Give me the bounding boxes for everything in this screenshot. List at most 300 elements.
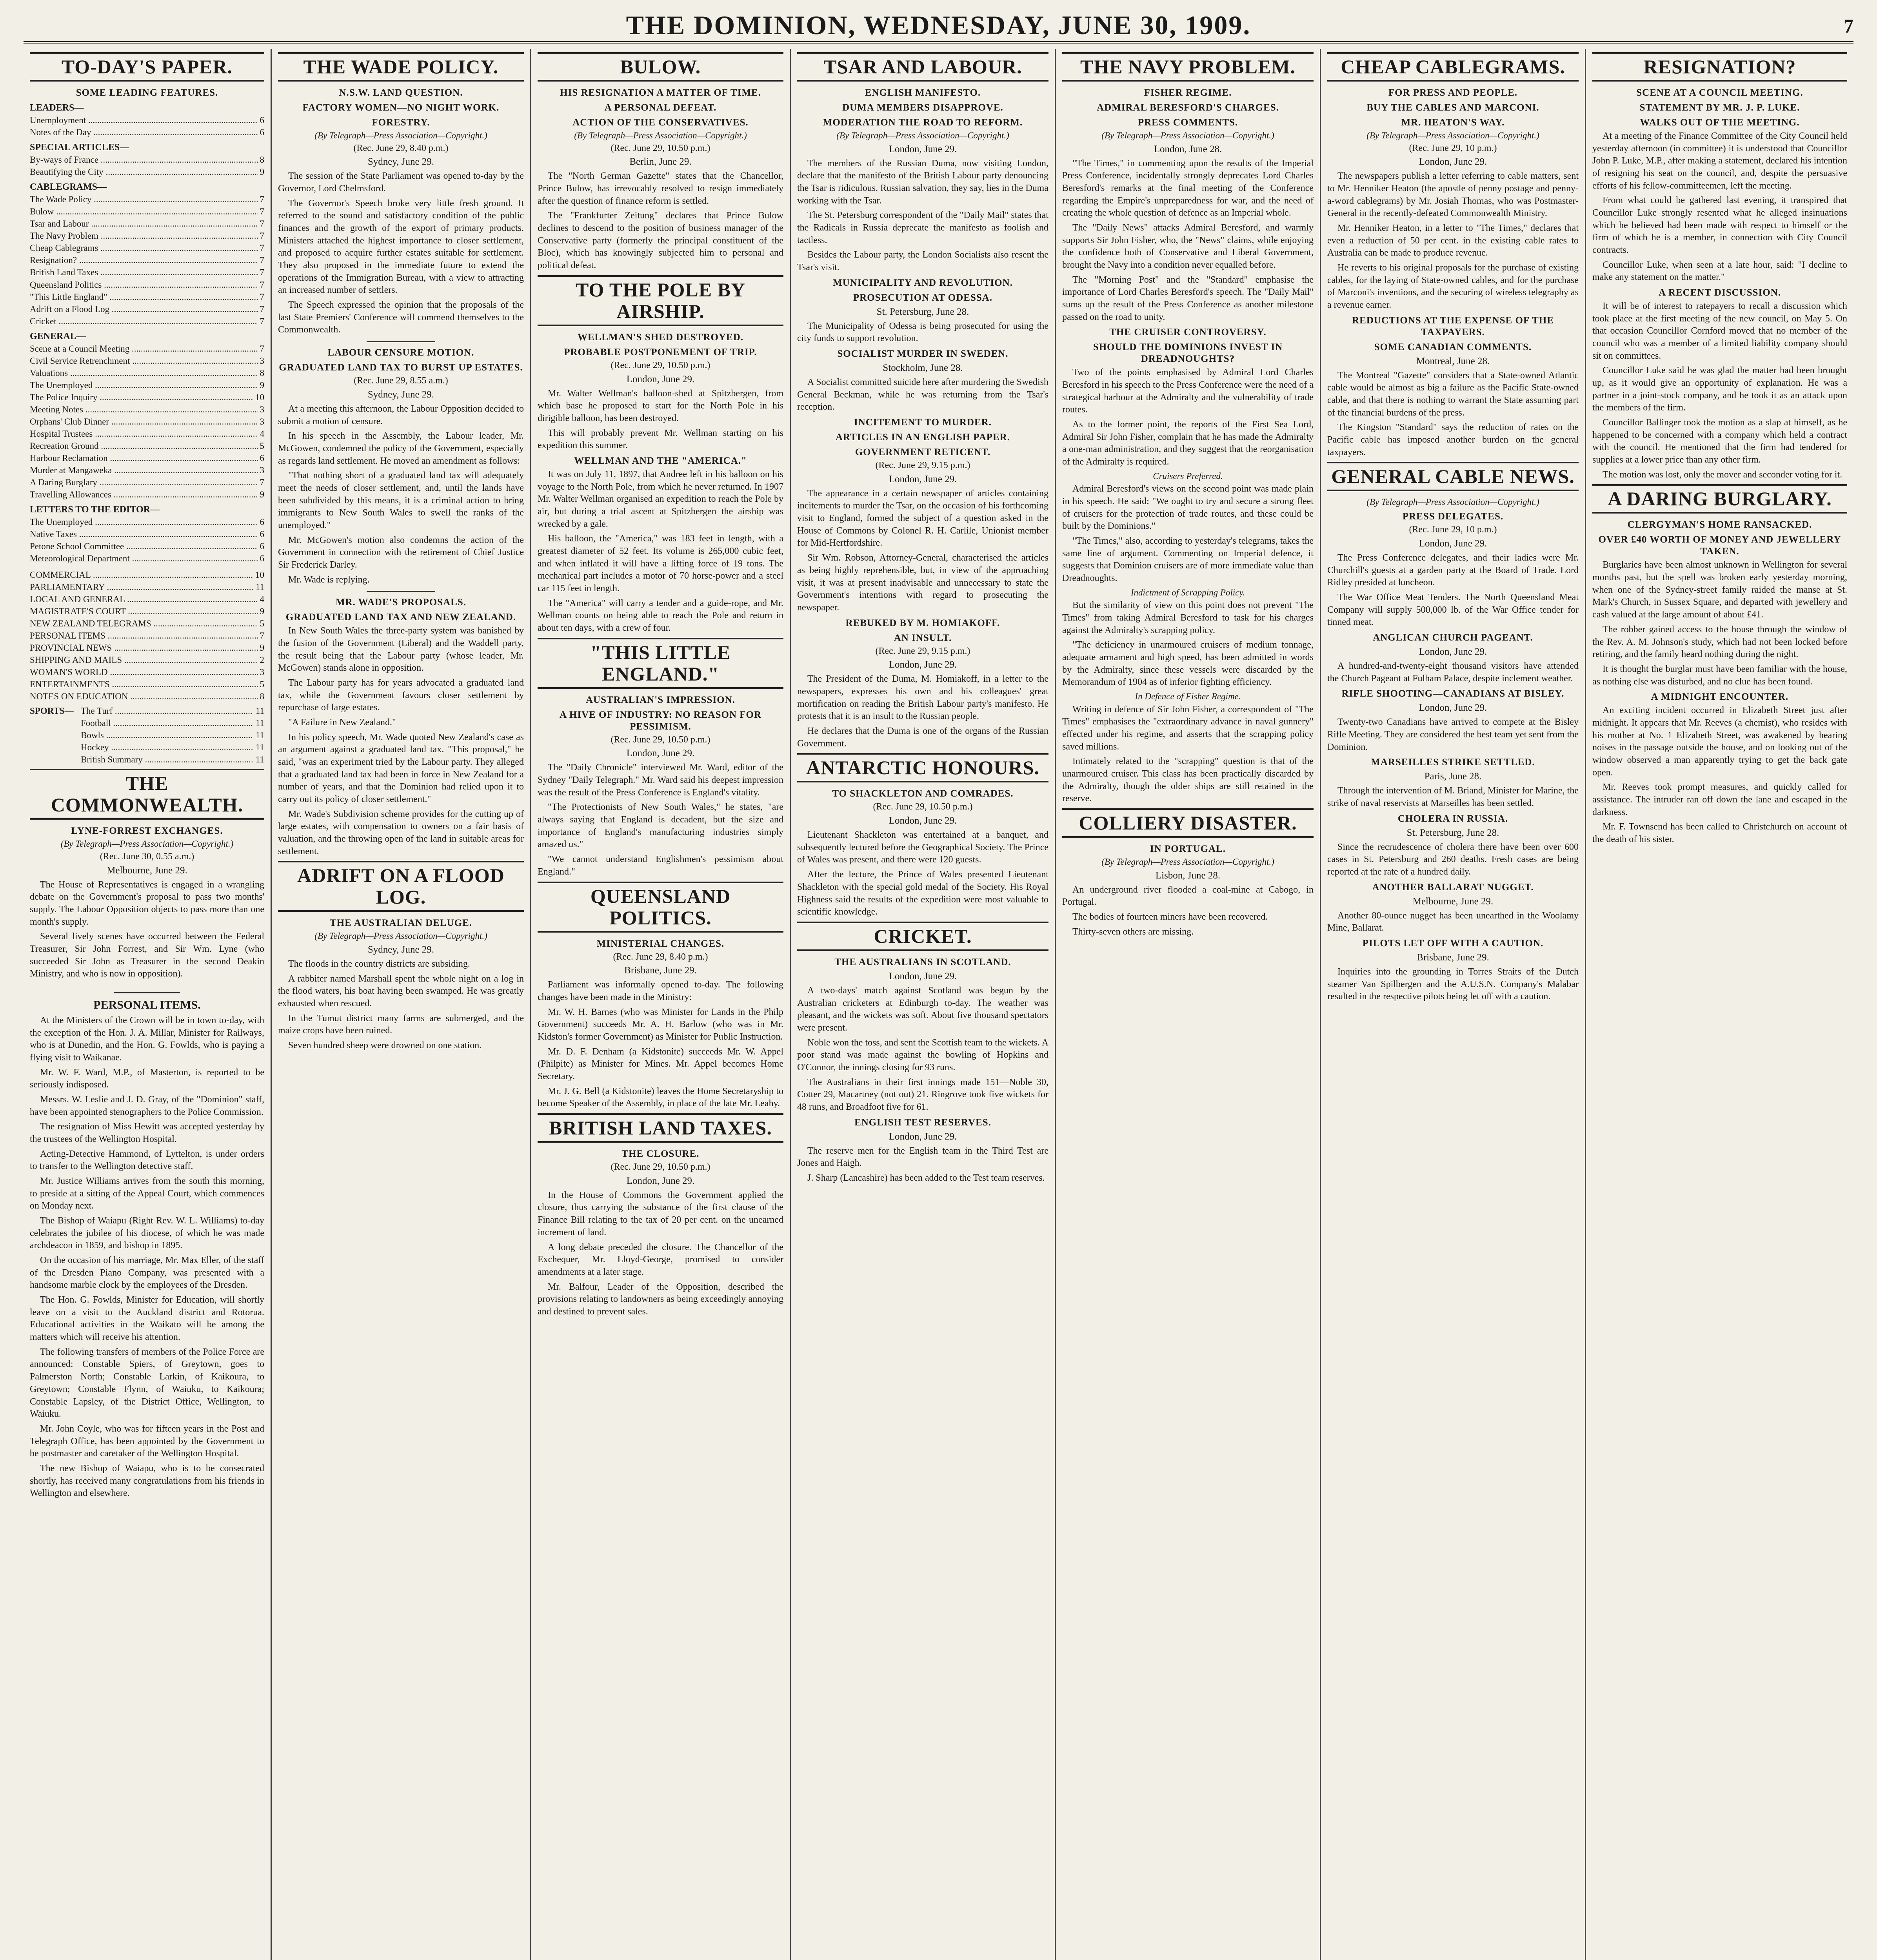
index-entry-title: WOMAN'S WORLD ..... — [30, 666, 258, 678]
article-body — [1327, 170, 1579, 311]
paragraph: An underground river flooded a coal-mine at Cabogo, in Portugal. — [1062, 884, 1314, 907]
paragraph: The newspapers publish a letter referring to cable matters, sent to Mr. Henniker Heaton (the apostle of penny postage and penny-a-word cablegrams) by Mr. Josiah Thomas, who was Postmaster-General in the recently-defeated Commonwealth Ministry. — [1327, 171, 1579, 219]
index-entry-title: The Unemployed ..... — [30, 516, 258, 528]
index-entry-page: 10 — [255, 570, 264, 580]
paragraph: Mr. W. F. Ward, M.P., of Masterton, is reported to be seriously indisposed. — [30, 1067, 264, 1090]
index-entry-page: 2 — [260, 655, 264, 665]
paragraph: J. Sharp (Lancashire) has been added to the Test team reserves. — [807, 1172, 1045, 1183]
section-title: THE NAVY PROBLEM. — [1062, 52, 1314, 82]
paragraph: The reserve men for the English team in the Third Test are Jones and Haigh. — [797, 1145, 1048, 1169]
index-entry — [30, 476, 264, 488]
index-entry-page: 7 — [260, 343, 264, 354]
paragraph: Mr. John Coyle, who was for fifteen years in the Post and Telegraph Office, has been appointed by the Government to be postmaster and caretaker of the Wellington Hospital. — [30, 1423, 264, 1459]
article-body — [538, 468, 783, 635]
index-entry-page: 7 — [260, 231, 264, 241]
dateline: London, June 29. — [889, 971, 957, 982]
received-date: (Rec. June 29, 8.40 p.m.) — [353, 143, 449, 153]
paragraph: In the House of Commons the Government applied the closure, thus carrying the substance of the first clause of the Finance Bill relating to the tax of 20 per cent. on the unearned increment of land. — [538, 1190, 783, 1238]
section-title: BRITISH LAND TAXES. — [538, 1113, 783, 1143]
personal-items-section — [30, 992, 264, 1500]
headline: PILOTS LET OFF WITH A CAUTION. — [1362, 938, 1544, 949]
paragraph: Through the intervention of M. Briand, Minister for Marine, the strike of naval reservists at Marseilles has been settled. — [1327, 786, 1579, 808]
paragraph: It is thought the burglar must have been familiar with the house, as nothing else was disturbed, and no clue has been found. — [1592, 664, 1847, 687]
index-entry-page: 8 — [260, 368, 264, 378]
index-entry-title: By-ways of France ..... — [30, 154, 258, 166]
paragraph: Two of the points emphasised by Admiral Lord Charles Beresford in his speech to the Press Conference were the need of a strategical harbour at the Admiralty and the vulnerability of trade routes. — [1062, 367, 1314, 415]
index-entry-title: The Wade Policy ..... — [30, 193, 258, 205]
index-entry — [30, 488, 264, 501]
paragraph: The Labour party has for years advocated a graduated land tax, while the Government favours closer settlement by repurchase of large estates. — [278, 678, 524, 713]
headline: SOCIALIST MURDER IN SWEDEN. — [837, 348, 1008, 359]
index-entry — [30, 617, 264, 630]
index-entry-title: Recreation Ground ..... — [30, 440, 258, 452]
received-date: (Rec. June 29, 10.50 p.m.) — [611, 360, 710, 370]
paragraph: As to the former point, the reports of the First Sea Lord, Admiral Sir John Fisher, complain that he has made the Admiralty a one-man administration, and they suggest that the reorganisation of the Admiralty is required. — [1062, 419, 1314, 467]
index-entry-page: 9 — [260, 167, 264, 177]
paragraph: He declares that the Duma is one of the organs of the Russian Government. — [797, 726, 1048, 749]
index-entry — [30, 452, 264, 464]
received-date: (Rec. June 29, 10 p.m.) — [1409, 143, 1497, 153]
index-entry-title: Bulow ..... — [30, 205, 258, 218]
headline: CHOLERA IN RUSSIA. — [1397, 813, 1508, 824]
paragraph: Thirty-seven others are missing. — [1072, 926, 1194, 937]
credit: (By Telegraph—Press Association—Copyright.) — [60, 839, 234, 849]
headline: ANGLICAN CHURCH PAGEANT. — [1373, 632, 1533, 643]
received-date: (Rec. June 29, 8.40 p.m.) — [613, 951, 708, 962]
paragraph: Lieutenant Shackleton was entertained at a banquet, and subsequently lectured before the Geographical Society. The Prince of Wales was present, and there were 120 guests. — [797, 830, 1048, 865]
section-title: TO THE POLE BY AIRSHIP. — [538, 275, 783, 326]
headline: IN PORTUGAL. — [1150, 843, 1226, 854]
subheadline: A HIVE OF INDUSTRY: NO REASON FOR PESSIMISM. — [559, 709, 762, 732]
index-list — [30, 154, 264, 178]
paragraph: Mr. Wade is replying. — [288, 574, 370, 585]
paragraph: The President of the Duma, M. Homiakoff, in a letter to the newspapers, expresses his own and his colleagues' great mortification on reading the British Labour party's manifesto. He protests that it is an insult to the Russian people. — [797, 674, 1048, 722]
paragraph: Sir Wm. Robson, Attorney-General, characterised the articles as being highly reprehensible, but, in view of the approaching visit, it was at present inadvisable and unnecessary to state the Government's intentions with regard to prosecuting the newspaper. — [797, 553, 1048, 613]
dateline: Sydney, June 29. — [367, 944, 434, 955]
paragraph: The "Morning Post" and the "Standard" emphasise the importance of Lord Charles Beresford's speech. The "Daily Mail" sums up the result of the Press Conference as another milestone passed on the road to unity. — [1062, 274, 1314, 322]
index-entry-page: 11 — [255, 718, 264, 728]
dateline: London, June 29. — [889, 1131, 957, 1142]
index-list — [30, 569, 264, 703]
article-body — [1592, 300, 1847, 481]
index-entry — [30, 753, 264, 766]
index-group-title — [30, 729, 81, 741]
paragraph: This will probably prevent Mr. Wellman starting on his expedition this summer. — [538, 428, 783, 451]
column-2 — [272, 49, 530, 1960]
subhead: Indictment of Scrapping Policy. — [1130, 587, 1245, 597]
section-title: TSAR AND LABOUR. — [797, 52, 1048, 82]
article-body — [797, 673, 1048, 750]
section-title: ADRIFT ON A FLOOD LOG. — [278, 861, 524, 912]
index-entry-page: 9 — [260, 642, 264, 653]
index-entry — [30, 126, 264, 138]
paragraph: The bodies of fourteen miners have been recovered. — [1072, 911, 1268, 922]
subheadline: PRESS COMMENTS. — [1137, 117, 1238, 128]
index-group-title: LEADERS— — [30, 103, 84, 113]
index-entry-title: Notes of the Day ..... — [30, 126, 258, 138]
article-body — [1327, 841, 1579, 878]
article-body — [538, 170, 783, 272]
credit: (By Telegraph—Press Association—Copyright.) — [1101, 857, 1274, 867]
headline: MUNICIPALITY AND REVOLUTION. — [833, 277, 1013, 288]
index-entry — [30, 569, 264, 581]
article-body — [1327, 966, 1579, 1003]
index-entry-title: Unemployment ..... — [30, 114, 258, 126]
headline: THE CRUISER CONTROVERSY. — [1109, 327, 1266, 338]
credit: (By Telegraph—Press Association—Copyright.) — [1366, 131, 1539, 140]
index-entry — [30, 678, 264, 690]
index-entry-title: NEW ZEALAND TELEGRAMS ..... — [30, 617, 258, 630]
subheadline: SHOULD THE DOMINIONS INVEST IN DREADNOUGHTS? — [1093, 342, 1283, 365]
index-entry-title: PERSONAL ITEMS ..... — [30, 630, 258, 642]
index-group-title — [30, 717, 81, 729]
index-entry-title: Hockey ..... — [81, 741, 253, 753]
headline: WELLMAN AND THE "AMERICA." — [574, 455, 747, 466]
index-entry-page: 11 — [255, 706, 264, 716]
index-entry-title: Bowls ..... — [81, 729, 253, 741]
subheadline: AN INSULT. — [894, 632, 952, 643]
index-entry — [30, 528, 264, 540]
subheadline: STATEMENT BY MR. J. P. LUKE. — [1639, 102, 1800, 113]
index-entry-title: Valuations ..... — [30, 367, 258, 379]
index-list — [30, 114, 264, 138]
paragraph: The "North German Gazette" states that the Chancellor, Prince Bulow, has irrevocably resolved to resign immediately after the question of finance reform is settled. — [538, 171, 783, 206]
article-body — [1062, 884, 1314, 938]
index-group-title: LETTERS TO THE EDITOR— — [30, 505, 160, 515]
index-entry-page: 3 — [260, 404, 264, 414]
paragraph: The resignation of Miss Hewitt was accepted yesterday by the trustees of the Wellington Hospital. — [30, 1122, 264, 1145]
index-group-title: SPORTS— — [30, 706, 74, 716]
received-date: (Rec. June 29, 10.50 p.m.) — [873, 802, 973, 812]
article-body — [30, 1014, 264, 1500]
paragraph: "A Failure in New Zealand." — [288, 717, 396, 728]
index-entry-title: The Turf ..... — [81, 705, 253, 717]
paragraph: The House of Representatives is engaged in a wrangling debate on the Government's proposal to pass two months' supply. The Labour Opposition objects to pass more than one month's supply. — [30, 879, 264, 927]
subheadline: A PERSONAL DEFEAT. — [604, 102, 717, 113]
headline: SCENE AT A COUNCIL MEETING. — [1636, 87, 1803, 98]
subheadline: ACTION OF THE CONSERVATIVES. — [572, 117, 749, 128]
credit: (By Telegraph—Press Association—Copyright.) — [574, 131, 747, 140]
paragraph: Writing in defence of Sir John Fisher, a correspondent of "The Times" emphasises the "extraordinary advance in naval gunnery" effected under his regime, and asserts that the scrapping policy saved millions. — [1062, 704, 1314, 752]
paragraph: In New South Wales the three-party system was banished by the fusion of the Government (Liberal) and the Waddell party, the result being that the Labour party (whose leader, Mr. McGowen) stands alone in opposition. — [278, 626, 524, 673]
headline: N.S.W. LAND QUESTION. — [339, 87, 463, 98]
headline: PRESS DELEGATES. — [1402, 511, 1504, 522]
article-body — [1592, 559, 1847, 688]
paragraph: A long debate preceded the closure. The Chancellor of the Exchequer, Mr. Lloyd-George, promised to consider amendments at a later stage. — [538, 1242, 783, 1277]
index-entry-page: 5 — [260, 441, 264, 451]
paragraph: Noble won the toss, and sent the Scottish team to the wickets. A poor stand was made against the bowling of Hopkins and O'Connor, the innings closing for 93 runs. — [797, 1037, 1048, 1073]
index-entry — [30, 516, 264, 528]
article-body — [1062, 483, 1314, 584]
index-entry-page: 7 — [260, 279, 264, 290]
index-entry-title: ENTERTAINMENTS ..... — [30, 678, 258, 690]
paragraph: From what could be gathered last evening, it transpired that Councillor Luke strongly resented what he alleged insinuations which he believed had been made with respect to himself or the firm of which he is a member, in connection with City Council contracts. — [1592, 195, 1847, 256]
headline: REDUCTIONS AT THE EXPENSE OF THE TAXPAYERS. — [1352, 315, 1554, 338]
subheadline: GOVERNMENT RETICENT. — [855, 447, 991, 457]
headline: REBUKED BY M. HOMIAKOFF. — [845, 617, 1000, 628]
dateline: Berlin, June 29. — [629, 156, 692, 167]
paragraph: The "Daily Chronicle" interviewed Mr. Ward, editor of the Sydney "Daily Telegraph." Mr. Ward said his deepest impression was the result of the Press Conference is England's vitality. — [538, 762, 783, 798]
headline: THE AUSTRALIAN DELUGE. — [329, 918, 472, 929]
dateline: London, June 29. — [1419, 702, 1487, 713]
paragraph: "The deficiency in unarmoured cruisers of medium tonnage, adequate armament and high speed, has been admitted in words by the Admiralty, since these vessels were discarded by the Memorandum of 1904 as of inferior fighting efficiency. — [1062, 640, 1314, 688]
section-title: A DARING BURGLARY. — [1592, 484, 1847, 514]
section-title: GENERAL CABLE NEWS. — [1327, 462, 1579, 491]
dateline: Brisbane, June 29. — [624, 965, 697, 976]
index-entry — [30, 355, 264, 367]
paragraph: Councillor Ballinger took the motion as a slap at himself, as he happened to be concerned with a company which held a contract with the council. He mentioned that the firm had tendered for supplies at a lower price than any other firm. — [1592, 417, 1847, 465]
todays-paper-sub: SOME LEADING FEATURES. — [76, 87, 218, 98]
paragraph: At a meeting this afternoon, the Labour Opposition decided to submit a motion of censure. — [278, 403, 524, 426]
paragraph: The appearance in a certain newspaper of articles containing incitements to murder the Tsar, on the occasion of his forthcoming visit to England, formed the subject of a question asked in the House of Commons by Colonel R. H. Carlile, Unionist member for Mid-Hertfordshire. — [797, 488, 1048, 548]
index-entry-page: 6 — [260, 529, 264, 539]
index-entry-page: 6 — [260, 541, 264, 552]
index-entry — [30, 114, 264, 126]
subheadline: FACTORY WOMEN—NO NIGHT WORK. — [302, 102, 500, 113]
index-entry-page: 7 — [260, 630, 264, 641]
index-entry-title: Native Taxes ..... — [30, 528, 258, 540]
subheadline: ARTICLES IN AN ENGLISH PAPER. — [835, 432, 1010, 443]
headline: ANOTHER BALLARAT NUGGET. — [1372, 882, 1534, 893]
subhead: In Defence of Fisher Regime. — [1135, 691, 1241, 701]
index-entry-page: 4 — [260, 594, 264, 604]
index-entry — [30, 367, 264, 379]
index-entry-title: British Land Taxes ..... — [30, 266, 258, 278]
credit: (By Telegraph—Press Association—Copyright.) — [1101, 131, 1274, 140]
index-entry-page: 8 — [260, 691, 264, 701]
article-body — [1327, 785, 1579, 809]
paragraph: "That nothing short of a graduated land tax will adequately meet the needs of closer settlement, and, until the lands have been subdivided by this means, it is a criminal action to bring immigrants to New South Wales to swell the ranks of the unemployed." — [278, 470, 524, 530]
paragraph: The "Daily News" attacks Admiral Beresford, and warmly supports Sir John Fisher, who, the "News" claims, while enjoying the confidence both of Conservative and Liberal Government, brought the Navy into a condition never equalled before. — [1062, 222, 1314, 270]
paragraph: Acting-Detective Hammond, of Lyttelton, is under orders to transfer to the Wellington detective staff. — [30, 1149, 264, 1172]
divider — [114, 992, 180, 993]
headline: TO SHACKLETON AND COMRADES. — [832, 788, 1014, 799]
article-body — [278, 403, 524, 586]
divider — [367, 591, 436, 592]
index-entry-page: 5 — [260, 679, 264, 689]
paragraph: The Australians in their first innings made 151—Noble 30, Cotter 29, Macartney (not out) 21. Ringrove took five wickets for 48 runs, and Broadfoot five for 61. — [797, 1077, 1048, 1112]
paragraph: Mr. W. H. Barnes (who was Minister for Lands in the Philp Government) succeeds Mr. A. H. Barlow (who was in Mr. Kidston's former Government) as Minister for Public Instruction. — [538, 1007, 783, 1042]
index-entry — [30, 741, 264, 753]
paragraph: Councillor Luke, when seen at a late hour, said: "I decline to make any statement on the matter." — [1592, 260, 1847, 283]
dateline: Melbourne, June 29. — [1412, 896, 1494, 907]
received-date: (Rec. June 30, 0.55 a.m.) — [100, 851, 194, 862]
dateline: London, June 29. — [889, 815, 957, 826]
index-entry — [30, 428, 264, 440]
headline: AUSTRALIAN'S IMPRESSION. — [585, 694, 736, 705]
received-date: (Rec. June 29, 8.55 a.m.) — [354, 376, 448, 386]
article-body — [1327, 660, 1579, 685]
article-body — [797, 158, 1048, 274]
index-entry — [30, 391, 264, 403]
dateline: Sydney, June 29. — [367, 389, 434, 400]
index-list — [30, 516, 264, 564]
index-entry — [30, 403, 264, 416]
headline: RIFLE SHOOTING—CANADIANS AT BISLEY. — [1341, 688, 1564, 699]
index-entry — [30, 705, 264, 717]
article-body — [1327, 370, 1579, 459]
paragraph: Mr. Justice Williams arrives from the south this morning, to preside at a sitting of the Appeal Court, which commences on Monday next. — [30, 1176, 264, 1211]
index-list — [30, 193, 264, 327]
index-entry — [30, 315, 264, 327]
subheadline: MODERATION THE ROAD TO REFORM. — [823, 117, 1023, 128]
headline: LYNE-FORREST EXCHANGES. — [71, 826, 223, 837]
article-body — [1327, 552, 1579, 629]
index-entry — [30, 266, 264, 278]
column-1 — [24, 49, 271, 1960]
index-entry-title: Cheap Cablegrams ..... — [30, 242, 258, 254]
article-body — [1062, 158, 1314, 324]
paragraph: The session of the State Parliament was opened to-day by the Governor, Lord Chelmsford. — [278, 171, 524, 194]
dateline: London, June 28. — [1154, 143, 1222, 154]
index-entry-page: 10 — [255, 392, 264, 402]
index-entry-title: A Daring Burglary ..... — [30, 476, 258, 488]
dateline: London, June 29. — [626, 374, 695, 385]
index-entry — [30, 690, 264, 702]
paragraph: At a meeting of the Finance Committee of the City Council held yesterday afternoon (in committee) it is understood that Councillor John P. Luke, M.P., after making a statement, declared his intention of resigning his seat on the council, and, despite the persuasive efforts of his fellow-committeemen, left the meeting. — [1592, 131, 1847, 191]
dateline: Stockholm, June 28. — [883, 362, 963, 373]
headline: MR. WADE'S PROPOSALS. — [335, 597, 467, 608]
received-date: (Rec. June 29, 9.15 p.m.) — [875, 460, 970, 470]
index-entry-page: 7 — [260, 292, 264, 302]
index-entry — [30, 666, 264, 678]
credit: (By Telegraph—Press Association—Copyright.) — [1366, 497, 1539, 507]
index-entry-page: 9 — [260, 606, 264, 616]
index-entry-title: Cricket ..... — [30, 315, 258, 327]
index-entry-title: PROVINCIAL NEWS ..... — [30, 642, 258, 654]
paragraph: The motion was lost, only the mover and seconder voting for it. — [1603, 469, 1842, 480]
index-entry-title: Scene at a Council Meeting ..... — [30, 343, 258, 355]
headline: ENGLISH MANIFESTO. — [865, 87, 981, 98]
index-entry-page: 3 — [260, 416, 264, 426]
article-body — [538, 388, 783, 452]
index-entry-page: 7 — [260, 267, 264, 278]
section-title: PERSONAL ITEMS. — [93, 998, 201, 1012]
paragraph: A two-days' match against Scotland was begun by the Australian cricketers at Edinburgh to-day. The weather was pleasant, and the wickets was soft. About five thousand spectators were present. — [797, 985, 1048, 1033]
article-body — [1592, 130, 1847, 284]
index-entry-title: COMMERCIAL ..... — [30, 569, 253, 581]
index-entry — [30, 717, 264, 729]
headline: THE CLOSURE. — [621, 1149, 700, 1160]
received-date: (Rec. June 29, 10.50 p.m.) — [611, 143, 710, 153]
headline: WELLMAN'S SHED DESTROYED. — [578, 332, 743, 343]
index-entry — [30, 593, 264, 605]
paragraph: The "America" will carry a tender and a guide-rope, and Mr. Wellman counts on being able to reach the Pole and return in about ten days, with a crew of four. — [538, 598, 783, 633]
paragraph: Mr. Reeves took prompt measures, and quickly called for assistance. The intruder ran off down the lane and escaped in the darkness. — [1592, 782, 1847, 817]
index-entry — [30, 440, 264, 452]
paragraph: Several lively scenes have occurred between the Federal Treasurer, Sir John Forrest, and Sir Wm. Lyne (who succeeded Sir John as Treasurer in the second Deakin Ministry, and who is now in opposition). — [30, 931, 264, 979]
index-entry — [30, 166, 264, 178]
article-body — [1062, 367, 1314, 468]
credit: (By Telegraph—Press Association—Copyright.) — [314, 931, 487, 941]
section-title: ANTARCTIC HONOURS. — [797, 753, 1048, 782]
index-entry-page: 3 — [260, 465, 264, 475]
index-entry-page: 11 — [255, 582, 264, 592]
paragraph: The Kingston "Standard" says the reduction of rates on the Pacific cable has imposed another burden on the general taxpayers. — [1327, 422, 1579, 457]
paragraph: The Municipality of Odessa is being prosecuted for using the city funds to support revolution. — [797, 321, 1048, 344]
index-entry-page: 7 — [260, 477, 264, 488]
subheadline: ADMIRAL BERESFORD'S CHARGES. — [1097, 102, 1279, 113]
index-entry-title: Beautifying the City ..... — [30, 166, 258, 178]
dateline: London, June 29. — [889, 659, 957, 670]
paragraph: The War Office Meat Tenders. The North Queensland Meat Company will supply 500,000 lb. of the War Office tender for tinned meat. — [1327, 592, 1579, 628]
paragraph: The St. Petersburg correspondent of the "Daily Mail" states that the Radicals in Russia deprecate the manifesto as foolish and tactless. — [797, 210, 1048, 245]
subheadline: WALKS OUT OF THE MEETING. — [1640, 117, 1800, 128]
paragraph: Twenty-two Canadians have arrived to compete at the Bisley Rifle Meeting. They are considered the best team yet sent from the Dominion. — [1327, 717, 1579, 752]
headline: THE AUSTRALIANS IN SCOTLAND. — [834, 956, 1011, 967]
paragraph: Mr. Wade's Subdivision scheme provides for the cutting up of large estates, with compensation to owners on a fair basis of valuation, and the throwing open of the land in suitable areas for settlement. — [278, 809, 524, 857]
index-entry-page: 6 — [260, 517, 264, 527]
paragraph: Inquiries into the grounding in Torres Straits of the Dutch steamer Van Spilbergen and the A.U.S.N. Company's Malabar resulted in the respective pilots being let off with a caution. — [1327, 966, 1579, 1002]
index-entry-title: LOCAL AND GENERAL ..... — [30, 593, 258, 605]
index-entry — [30, 654, 264, 666]
index-entry — [30, 303, 264, 315]
received-date: (Rec. June 29, 9.15 p.m.) — [875, 646, 970, 656]
index-entry — [30, 605, 264, 617]
article-body — [1062, 704, 1314, 805]
index-entry-title: NOTES ON EDUCATION ..... — [30, 690, 258, 702]
index-group-title: SPECIAL ARTICLES— — [30, 142, 129, 153]
section-title: CRICKET. — [797, 922, 1048, 951]
dateline: London, June 29. — [626, 748, 695, 759]
index-entry-title: MAGISTRATE'S COURT ..... — [30, 605, 258, 617]
index-entry — [30, 291, 264, 303]
headline: A MIDNIGHT ENCOUNTER. — [1651, 691, 1789, 702]
dateline: London, June 29. — [889, 474, 957, 485]
masthead — [24, 10, 1853, 44]
paragraph: The Speech expressed the opinion that the proposals of the last State Premiers' Conference will commend themselves to the Commonwealth. — [278, 300, 524, 335]
paragraph: Mr. F. Townsend has been called to Christchurch on account of the death of his sister. — [1592, 822, 1847, 844]
subheadline: BUY THE CABLES AND MARCONI. — [1366, 102, 1539, 113]
paragraph: An exciting incident occurred in Elizabeth Street just after midnight. It appears that Mr. Reeves (a chemist), who resides with his mother at No. 1 Elizabeth Street, was awakened by hearing noises in the passage outside the house, and on looking out of the window observed a man apparently trying to get the back gate open. — [1592, 705, 1847, 778]
index-entry-title: Adrift on a Flood Log ..... — [30, 303, 258, 315]
subheadline: GRADUATED LAND TAX AND NEW ZEALAND. — [285, 612, 516, 623]
paragraph: The "Frankfurter Zeitung" declares that Prince Bulow declines to descend to the position of business manager of the Conservative party (formerly the principal constituent of the Bloc), which has knowingly subjected him to personal and political defeat. — [538, 211, 783, 271]
index-entry-title: Football ..... — [81, 717, 253, 729]
paragraph: In his speech in the Assembly, the Labour leader, Mr. McGowen, condemned the policy of the Government, especially as regards land settlement. He moved an amendment as follows: — [278, 431, 524, 466]
index-entry-title: Meeting Notes ..... — [30, 403, 258, 416]
headline: INCITEMENT TO MURDER. — [854, 417, 992, 428]
index-entry — [30, 343, 264, 355]
index-entry — [30, 630, 264, 642]
headline: A RECENT DISCUSSION. — [1659, 287, 1781, 298]
masthead-title: THE DOMINION, WEDNESDAY, JUNE 30, 1909. — [626, 10, 1251, 40]
index-entry-page: 3 — [260, 667, 264, 677]
paragraph: Parliament was informally opened to-day. The following changes have been made in the Ministry: — [538, 980, 783, 1002]
paragraph: Messrs. W. Leslie and J. D. Gray, of the "Dominion" staff, have been appointed stenographers to the Police Commission. — [30, 1094, 264, 1117]
paragraph: A Socialist committed suicide here after murdering the Swedish General Beckman, while he was returning from the Tsar's reception. — [797, 377, 1048, 412]
paragraph: Intimately related to the "scrapping" question is that of the unarmoured cruiser. This class has been practically discarded by the Admiralty, though the older ships are still retained in the reserve. — [1062, 756, 1314, 804]
dateline: Sydney, June 29. — [367, 156, 434, 167]
paragraph: The Hon. G. Fowlds, Minister for Education, will shortly leave on a visit to the Auckland district and Rotorua. Educational activities in the Waikato will be among the matters which will receive his attention. — [30, 1295, 264, 1343]
column-6 — [1321, 49, 1585, 1960]
index-entry-title: Petone School Committee ..... — [30, 540, 258, 552]
paragraph: It will be of interest to ratepayers to recall a discussion which took place at the first meeting of the new council, on May 5. On that occasion Councillor Cornford moved that no member of the council who was a member of a limited liability company should sit on committees. — [1592, 301, 1847, 361]
dateline: London, June 29. — [889, 143, 957, 154]
paragraph: Since the recrudescence of cholera there have been over 600 cases in St. Petersburg and 260 deaths. Fresh cases are being reported at the rate of a hundred daily. — [1327, 842, 1579, 877]
index-entry-title: Tsar and Labour ..... — [30, 218, 258, 230]
dateline: St. Petersburg, June 28. — [1406, 827, 1499, 838]
index-entry-title: PARLIAMENTARY ..... — [30, 581, 253, 593]
contents-index — [30, 103, 264, 766]
paragraph: The robber gained access to the house through the window of the Rev. A. M. Johnson's study, which had not been locked before retiring, and the family heard nothing during the night. — [1592, 624, 1847, 660]
dateline: London, June 29. — [1419, 646, 1487, 657]
paragraph: Mr. Balfour, Leader of the Opposition, described the provisions relating to landowners as being exceedingly annoying and destined to prevent sales. — [538, 1281, 783, 1317]
article-body — [1062, 599, 1314, 689]
index-entry — [30, 379, 264, 391]
paragraph: Another 80-ounce nugget has been unearthed in the Woolamy Mine, Ballarat. — [1327, 910, 1579, 933]
subheadline: OVER £40 WORTH OF MONEY AND JEWELLERY TAKEN. — [1598, 534, 1841, 557]
